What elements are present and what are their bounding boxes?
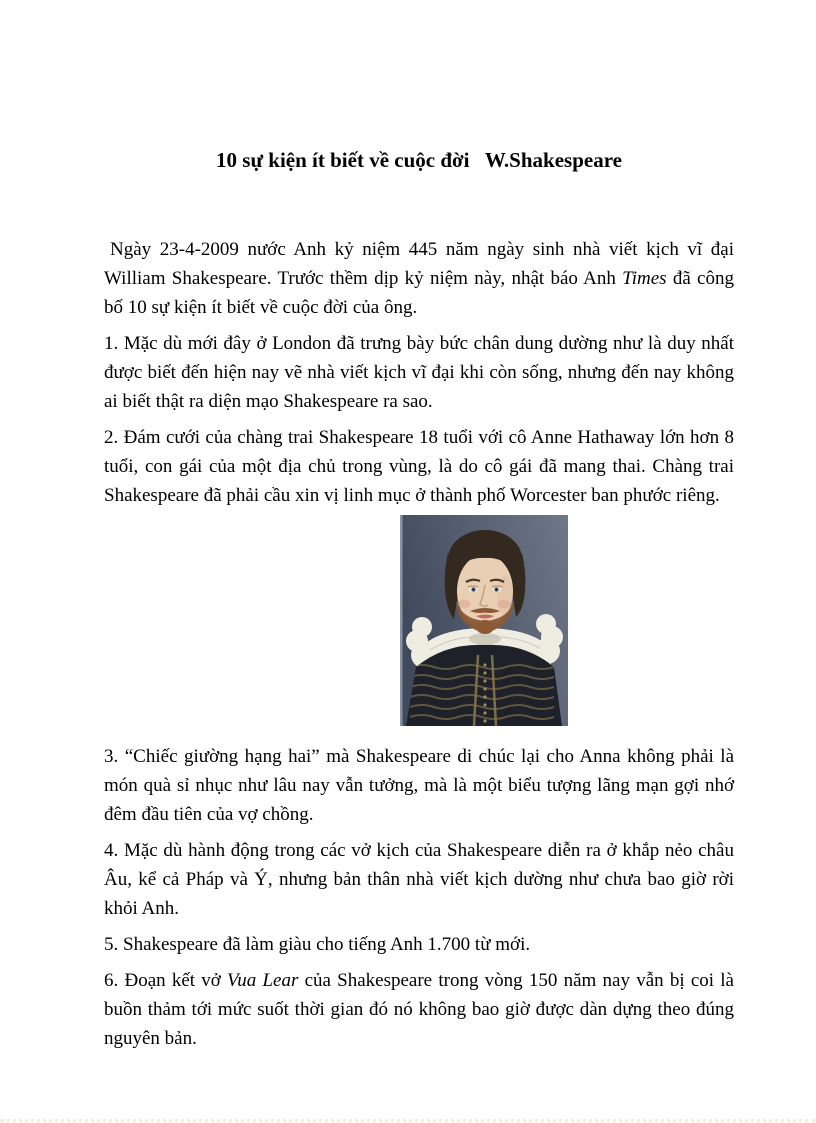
text: 5. Shakespeare đã làm giàu cho tiếng Anh 1.700 từ mới.	[104, 934, 531, 955]
text: 2. Đám cưới của chàng trai Shakespeare 18 tuổi với cô Anne Hathaway lớn hơn 8 tuổi, con gái của một địa chủ trong vùng, là do cô gái đã mang thai. Chàng trai Shakespeare đã phải cầu xin vị linh mục ở thành phố Worcester ban phước riêng.	[104, 427, 734, 506]
text: 4. Mặc dù hành động trong các vở kịch của Shakespeare diễn ra ở khắp nẻo châu Âu, kể cả Pháp và Ý, nhưng bản thân nhà viết kịch dường như chưa bao giờ rời khỏi Anh.	[104, 840, 734, 919]
text: đã công bố 10 sự kiện ít biết về cuộc đời của ông.	[104, 268, 734, 318]
italic-text: Times	[622, 268, 667, 289]
page-break-divider	[0, 1119, 816, 1122]
text: 3. “Chiếc giường hạng hai” mà Shakespeare di chúc lại cho Anna không phải là món quà sỉ nhục như lâu nay vẫn tưởng, mà là một biểu tượng lãng mạn gợi nhớ đêm đầu tiên của vợ chồng.	[104, 746, 734, 825]
paragraph	[104, 742, 734, 829]
shakespeare-portrait-image	[400, 515, 568, 726]
intro-paragraphs	[104, 235, 734, 510]
paragraph	[104, 235, 734, 322]
text: 6. Đoạn kết vở	[104, 970, 228, 991]
paragraph	[104, 423, 734, 510]
italic-text: Vua Lear	[227, 970, 299, 991]
facts-paragraphs	[104, 742, 734, 1053]
paragraph	[104, 329, 734, 416]
paragraph	[104, 836, 734, 923]
portrait-figure	[400, 515, 568, 726]
text: 1. Mặc dù mới đây ở London đã trưng bày bức chân dung dường như là duy nhất được biết đến hiện nay vẽ nhà viết kịch vĩ đại khi còn sống, nhưng đến nay không ai biết thật ra diện mạo Shakespeare ra sao.	[104, 333, 734, 412]
document-content	[104, 0, 734, 1060]
document-title: 10 sự kiện ít biết về cuộc đời W.Shakespeare	[216, 148, 622, 172]
text: Ngày 23-4-2009 nước Anh kỷ niệm 445 năm ngày sinh nhà viết kịch vĩ đại William Shakespeare. Trước thềm dịp kỷ niệm này, nhật báo Anh	[104, 239, 734, 289]
text: của Shakespeare trong vòng 150 năm nay vẫn bị coi là buồn thảm tới mức suốt thời gian đó nó không bao giờ được dàn dựng theo đúng nguyên bản.	[104, 970, 734, 1049]
paragraph	[104, 966, 734, 1053]
paragraph	[104, 930, 734, 959]
